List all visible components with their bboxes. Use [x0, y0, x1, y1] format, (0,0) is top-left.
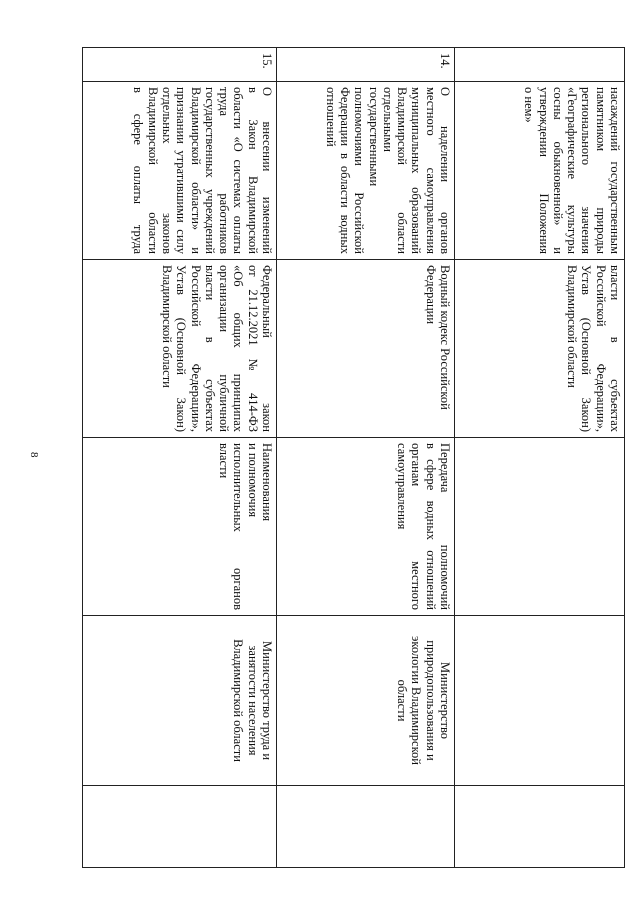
legal-basis-cell: Водный кодекс Российской Федерации — [277, 260, 455, 438]
extra-cell — [83, 786, 277, 868]
row-number: 14. — [277, 48, 455, 82]
table-row-14 — [277, 48, 455, 868]
legal-basis-cell: Федеральный закон от 21.12.2021 № 414-ФЗ «Об общих принципах организации публичной власти в субъектах Российской Федерации», Устав (Основной Закон) Владимирской области — [83, 260, 277, 438]
extra-cell — [455, 786, 625, 868]
page-number: 8 — [28, 452, 40, 458]
table-row-continuation — [455, 48, 625, 868]
law-title-cell: насаждений государственным памятником природы регионального значения «Географические культуры сосны обыкновенной» и утверждении Положения о нем» — [455, 82, 625, 260]
reason-cell: Передача полномочий в сфере водных отношений органам местного самоуправления — [277, 438, 455, 616]
rotated-table-wrapper — [83, 47, 625, 867]
reason-cell — [455, 438, 625, 616]
legislation-plan-table — [82, 47, 625, 868]
table-row-15 — [83, 48, 277, 868]
executor-cell: Министерство природопользования и экологии Владимирской области — [277, 616, 455, 786]
row-number — [455, 48, 625, 82]
legal-basis-cell: власти в субъектах Российской Федерации», Устав (Основной Закон) Владимирской области — [455, 260, 625, 438]
law-title-cell: О наделении органов местного самоуправления муниципальных образований Владимирской области отдельными государственными полномочиями Российской Федерации в области водных отношений — [277, 82, 455, 260]
row-number: 15. — [83, 48, 277, 82]
executor-cell: Министерство труда и занятости населения Владимирской области — [83, 616, 277, 786]
extra-cell — [277, 786, 455, 868]
reason-cell: Наименования и полномочия исполнительных органов власти — [83, 438, 277, 616]
executor-cell — [455, 616, 625, 786]
law-title-cell: О внесении изменений в Закон Владимирской области «О системах оплаты труда работников государственных учреждений Владимирской области» и признании утратившими силу отдельных законов Владимирской области в сфере оплаты труда — [83, 82, 277, 260]
